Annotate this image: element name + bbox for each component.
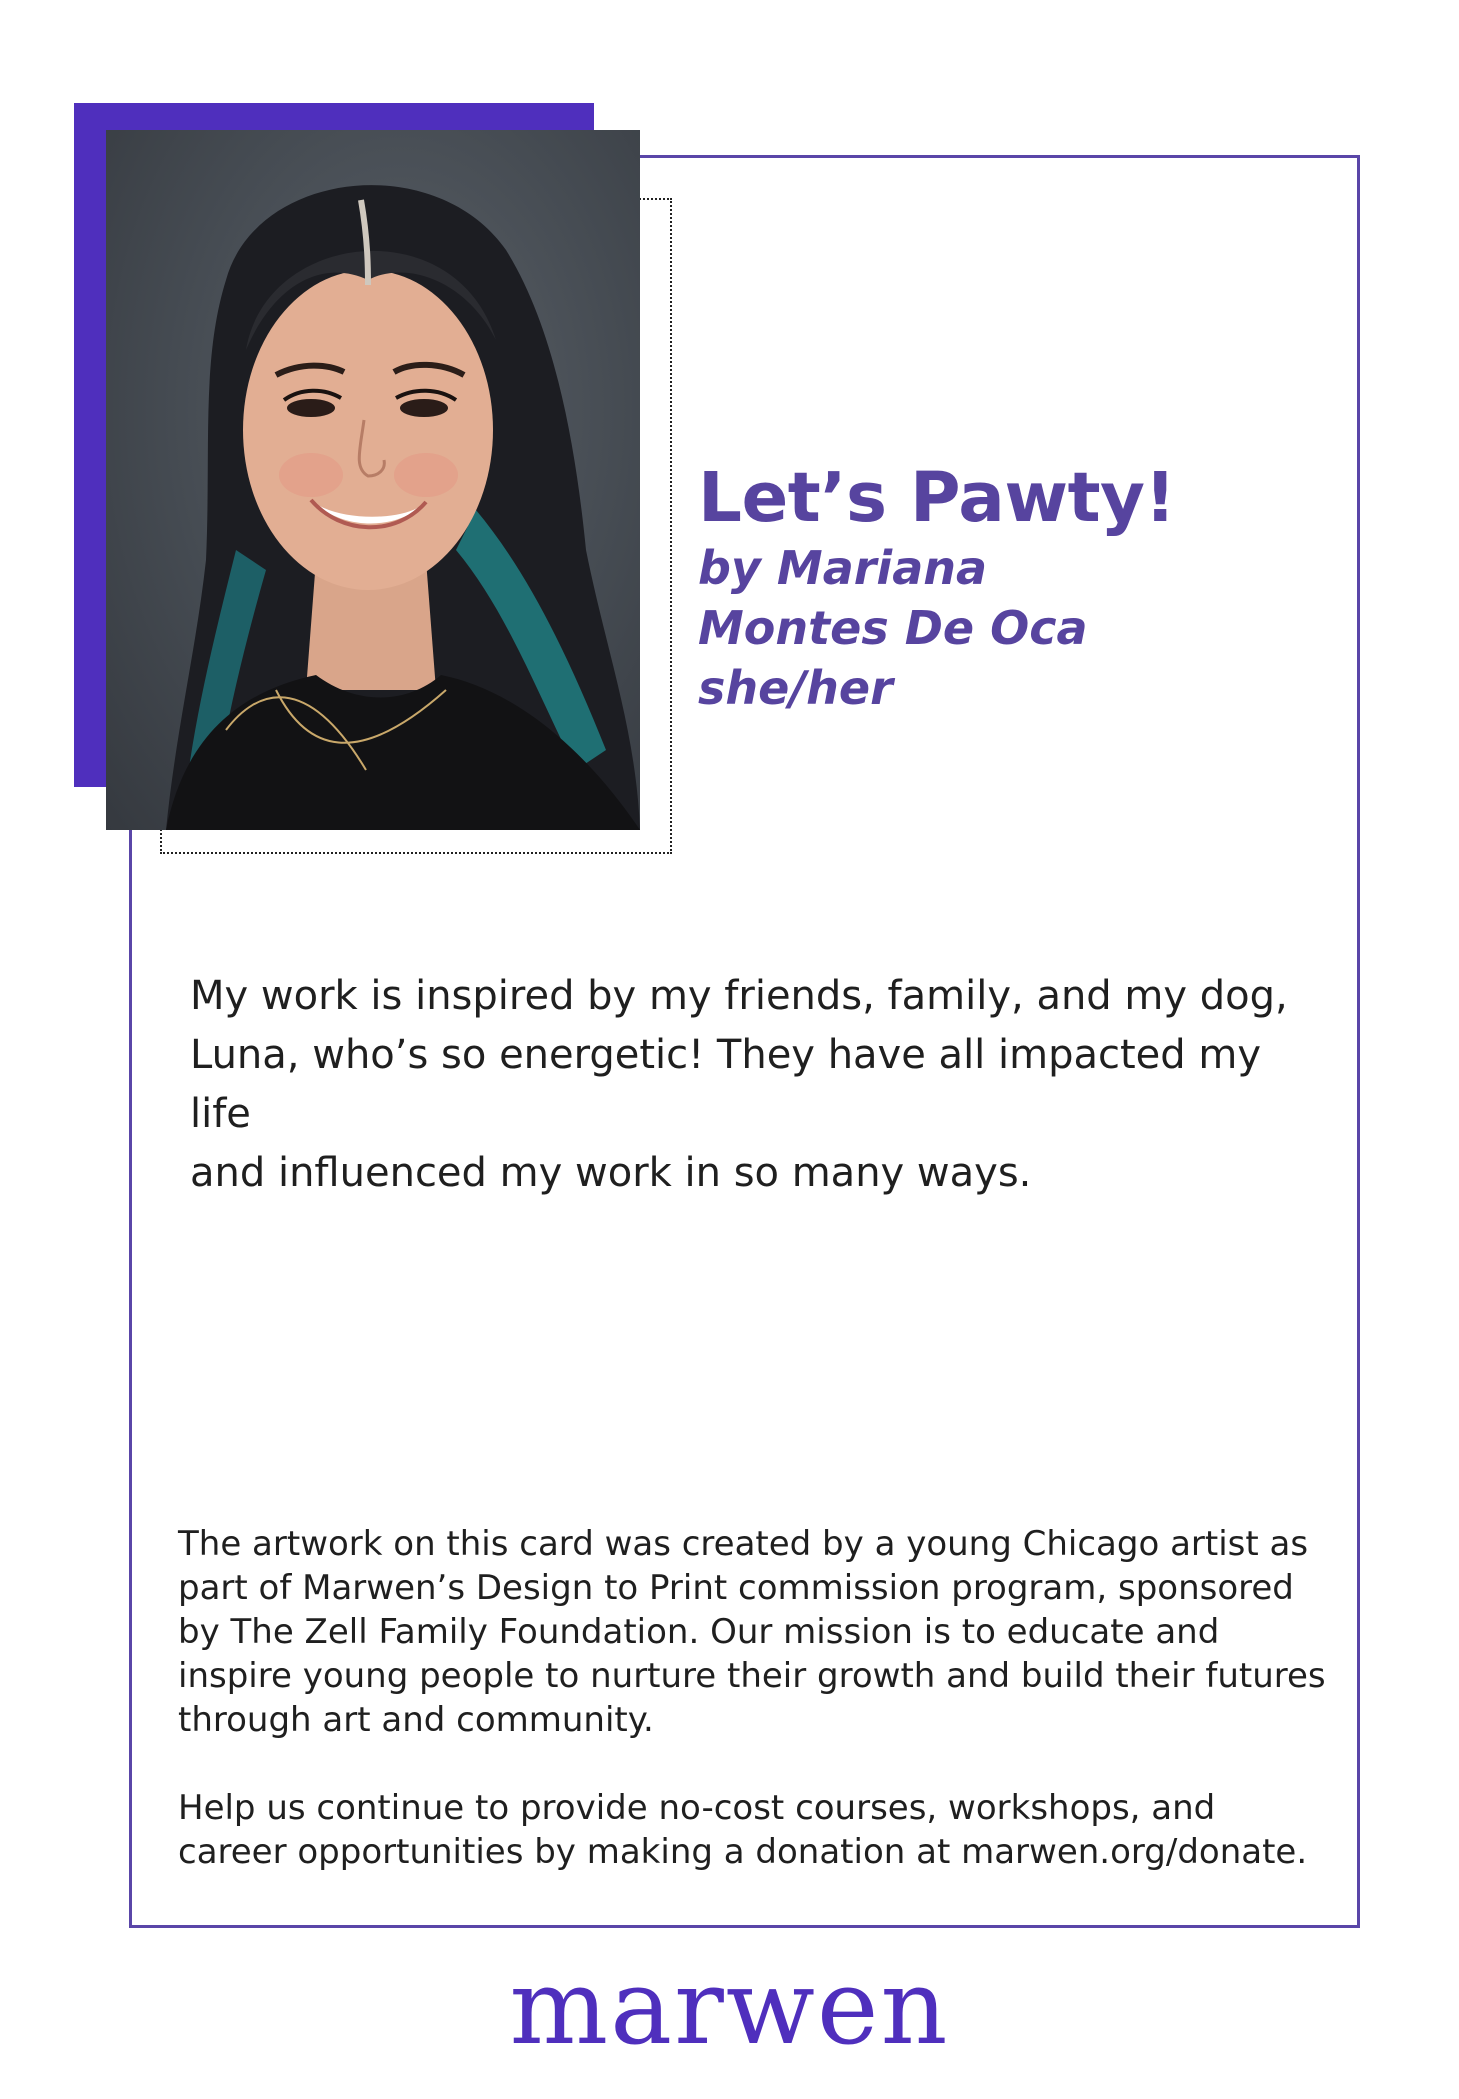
byline-line-2: Montes De Oca bbox=[698, 601, 1088, 655]
byline-line-3: she/her bbox=[698, 661, 893, 715]
about-p1-line-3: by The Zell Family Foundation. Our mission is to educate and bbox=[178, 1612, 1220, 1652]
about-p2-line-1: Help us continue to provide no-cost courses, workshops, and bbox=[178, 1788, 1216, 1828]
about-p2-line-2: career opportunities by making a donation at marwen.org/donate. bbox=[178, 1832, 1308, 1872]
about-paragraph-1 bbox=[178, 1522, 1328, 1742]
about-p1-line-2: part of Marwen’s Design to Print commission program, sponsored bbox=[178, 1568, 1294, 1608]
statement-line-2: Luna, who’s so energetic! They have all impacted my life bbox=[190, 1032, 1262, 1137]
statement-line-3: and influenced my work in so many ways. bbox=[190, 1150, 1032, 1196]
artwork-title-block bbox=[698, 458, 1176, 718]
about-p1-line-5: through art and community. bbox=[178, 1700, 654, 1740]
artist-portrait-photo bbox=[106, 130, 640, 830]
artwork-title: Let’s Pawty! bbox=[698, 458, 1176, 538]
statement-line-1: My work is inspired by my friends, family, and my dog, bbox=[190, 973, 1288, 1019]
about-paragraph-2 bbox=[178, 1786, 1328, 1874]
about-program-text bbox=[178, 1522, 1328, 1918]
byline-line-1: by Mariana bbox=[698, 541, 988, 595]
portrait-illustration bbox=[106, 130, 640, 830]
about-p1-line-4: inspire young people to nurture their growth and build their futures bbox=[178, 1656, 1326, 1696]
marwen-logo: marwen bbox=[509, 1946, 950, 2068]
artist-statement bbox=[190, 967, 1320, 1203]
about-p1-line-1: The artwork on this card was created by a young Chicago artist as bbox=[178, 1524, 1309, 1564]
